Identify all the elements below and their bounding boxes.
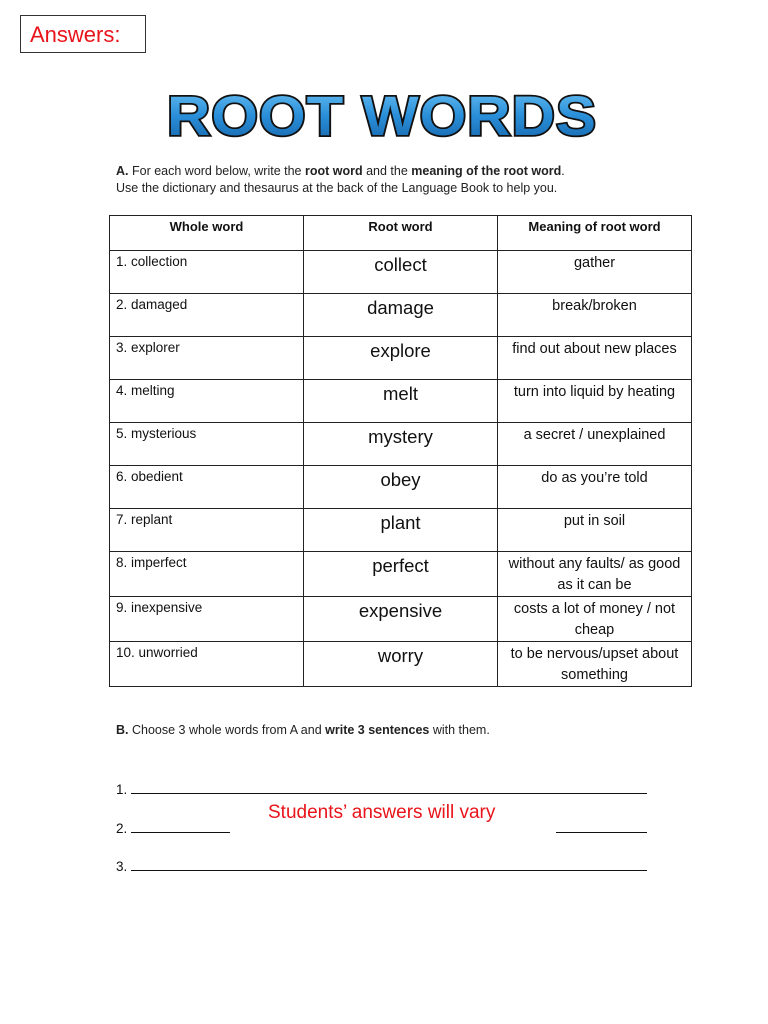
root-word-cell: collect xyxy=(304,251,498,294)
sentence-number-1: 1. xyxy=(116,782,128,797)
table-row xyxy=(110,294,692,337)
table-row xyxy=(110,251,692,294)
table-row xyxy=(110,642,692,687)
header-root-word: Root word xyxy=(304,216,498,251)
root-word-cell: mystery xyxy=(304,423,498,466)
whole-word-cell: 6. obedient xyxy=(110,466,304,509)
header-whole-word: Whole word xyxy=(110,216,304,251)
sentence-number-3: 3. xyxy=(116,859,128,874)
part-b-label: B. xyxy=(116,723,129,737)
sentence-line-3 xyxy=(116,856,647,874)
table-row xyxy=(110,466,692,509)
root-word-cell: plant xyxy=(304,509,498,552)
answer-blank-1[interactable] xyxy=(131,779,647,794)
title-graphic xyxy=(160,85,605,145)
meaning-cell: gather xyxy=(498,251,692,294)
meaning-cell: a secret / unexplained xyxy=(498,423,692,466)
whole-word-cell: 1. collection xyxy=(110,251,304,294)
meaning-cell: costs a lot of money / not cheap xyxy=(498,597,692,642)
whole-word-cell: 9. inexpensive xyxy=(110,597,304,642)
meaning-cell: break/broken xyxy=(498,294,692,337)
answers-box xyxy=(20,15,146,53)
root-word-cell: melt xyxy=(304,380,498,423)
table-row xyxy=(110,380,692,423)
whole-word-cell: 4. melting xyxy=(110,380,304,423)
table-row xyxy=(110,597,692,642)
whole-word-cell: 5. mysterious xyxy=(110,423,304,466)
root-word-cell: obey xyxy=(304,466,498,509)
title-text: ROOT WORDS xyxy=(167,85,597,145)
sentence-number-2: 2. xyxy=(116,821,128,836)
table-row xyxy=(110,552,692,597)
whole-word-cell: 10. unworried xyxy=(110,642,304,687)
root-word-cell: perfect xyxy=(304,552,498,597)
answer-blank-3[interactable] xyxy=(131,856,647,871)
meaning-cell: turn into liquid by heating xyxy=(498,380,692,423)
answers-label: Answers: xyxy=(30,22,121,47)
part-a-label: A. xyxy=(116,164,129,178)
page-title xyxy=(160,85,605,145)
instr-text-3: . xyxy=(561,164,565,178)
sentence-line-1 xyxy=(116,779,647,797)
root-word-cell: expensive xyxy=(304,597,498,642)
instr-bold-meaning: meaning of the root word xyxy=(411,164,562,178)
instructions-line-2: Use the dictionary and thesaurus at the back of the Language Book to help you. xyxy=(116,181,558,195)
header-meaning: Meaning of root word xyxy=(498,216,692,251)
instructions xyxy=(116,163,565,197)
students-answers-note: Students’ answers will vary xyxy=(268,802,496,823)
root-word-cell: worry xyxy=(304,642,498,687)
root-word-cell: explore xyxy=(304,337,498,380)
part-b-text-1: Choose 3 whole words from A and xyxy=(128,723,326,737)
instructions-line-1 xyxy=(116,163,565,180)
instr-bold-root: root word xyxy=(304,164,363,178)
answer-blank-2b[interactable] xyxy=(556,818,647,833)
whole-word-cell: 3. explorer xyxy=(110,337,304,380)
table-row xyxy=(110,337,692,380)
meaning-cell: to be nervous/upset about something xyxy=(498,642,692,687)
meaning-cell: do as you’re told xyxy=(498,466,692,509)
answer-blank-2a[interactable] xyxy=(131,818,230,833)
table-row xyxy=(110,423,692,466)
meaning-cell: find out about new places xyxy=(498,337,692,380)
meaning-cell: without any faults/ as good as it can be xyxy=(498,552,692,597)
instr-text-1: For each word below, write the xyxy=(131,164,305,178)
part-b-text-2: with them. xyxy=(429,723,490,737)
whole-word-cell: 7. replant xyxy=(110,509,304,552)
meaning-cell: put in soil xyxy=(498,509,692,552)
table-row xyxy=(110,509,692,552)
instr-text-2: and the xyxy=(362,164,412,178)
whole-word-cell: 8. imperfect xyxy=(110,552,304,597)
whole-word-cell: 2. damaged xyxy=(110,294,304,337)
table-header-row xyxy=(110,216,692,251)
root-words-table xyxy=(109,215,692,687)
part-b-instructions xyxy=(116,723,490,737)
part-b-bold: write 3 sentences xyxy=(325,723,430,737)
root-word-cell: damage xyxy=(304,294,498,337)
